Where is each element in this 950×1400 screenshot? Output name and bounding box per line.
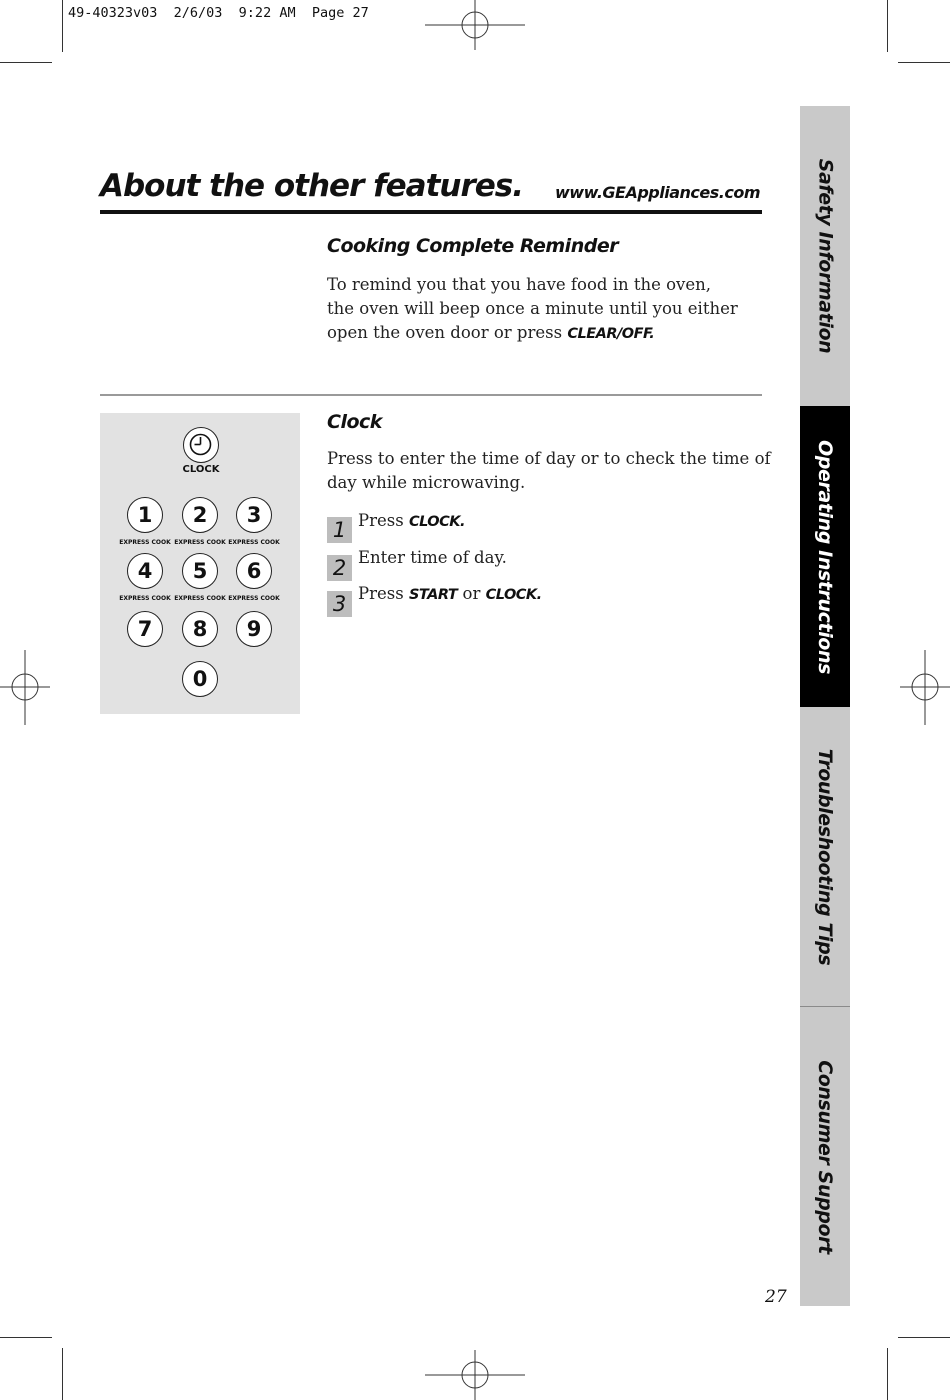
step-number: 2 bbox=[327, 555, 352, 581]
clock-label: CLOCK bbox=[182, 464, 220, 475]
key-8[interactable]: 8 bbox=[182, 611, 218, 647]
express-cook-label: EXPRESS COOK bbox=[119, 539, 171, 546]
crop-mark bbox=[0, 62, 52, 63]
clock-section bbox=[327, 411, 771, 495]
key-7[interactable]: 7 bbox=[127, 611, 163, 647]
clear-off-key-ref: CLEAR/OFF. bbox=[567, 326, 655, 342]
step-2-text: Enter time of day. bbox=[358, 548, 507, 567]
reminder-text bbox=[327, 273, 738, 346]
key-0[interactable]: 0 bbox=[182, 661, 218, 697]
crop-mark bbox=[62, 1348, 63, 1400]
keypad-illustration bbox=[100, 413, 300, 714]
key-3[interactable]: 3 bbox=[236, 497, 272, 533]
clock-key-ref: CLOCK. bbox=[485, 587, 542, 603]
registration-mark-top bbox=[425, 0, 525, 50]
header-rule bbox=[100, 210, 762, 214]
tab-safety-information[interactable] bbox=[800, 106, 850, 406]
clock-description-line: day while microwaving. bbox=[327, 473, 526, 492]
express-cook-label: EXPRESS COOK bbox=[174, 595, 226, 602]
crop-mark bbox=[898, 62, 950, 63]
tab-label: Consumer Support bbox=[814, 1059, 837, 1254]
clock-icon bbox=[184, 428, 217, 461]
express-cook-label: EXPRESS COOK bbox=[119, 595, 171, 602]
tab-troubleshooting-tips[interactable] bbox=[800, 707, 850, 1006]
key-4[interactable]: 4 bbox=[127, 553, 163, 589]
tab-operating-instructions[interactable] bbox=[800, 406, 850, 707]
page-title: About the other features. bbox=[100, 168, 524, 204]
tab-label: Safety Information bbox=[814, 158, 836, 354]
start-key-ref: START bbox=[408, 587, 458, 603]
clock-heading: Clock bbox=[327, 411, 382, 433]
crop-mark bbox=[887, 1348, 888, 1400]
key-1[interactable]: 1 bbox=[127, 497, 163, 533]
step-3-text bbox=[358, 582, 542, 607]
step-text-part: Press bbox=[358, 511, 409, 530]
key-6[interactable]: 6 bbox=[236, 553, 272, 589]
registration-mark-bottom bbox=[425, 1350, 525, 1400]
crop-mark bbox=[0, 1337, 52, 1338]
reminder-section bbox=[327, 235, 738, 346]
crop-mark bbox=[887, 0, 888, 52]
reminder-line: the oven will beep once a minute until you either bbox=[327, 299, 738, 318]
express-cook-label: EXPRESS COOK bbox=[228, 595, 280, 602]
step-number: 1 bbox=[327, 517, 352, 543]
registration-mark-right bbox=[900, 650, 950, 730]
express-cook-label: EXPRESS COOK bbox=[174, 539, 226, 546]
step-text-part: Press bbox=[358, 584, 409, 603]
reminder-line-text: open the oven door or press bbox=[327, 323, 568, 342]
clock-description-line: Press to enter the time of day or to check the time of bbox=[327, 449, 771, 468]
crop-mark bbox=[62, 0, 63, 52]
page-number: 27 bbox=[765, 1287, 787, 1307]
key-9[interactable]: 9 bbox=[236, 611, 272, 647]
reminder-line bbox=[327, 321, 738, 346]
clock-key-ref: CLOCK. bbox=[408, 514, 466, 530]
tab-label: Troubleshooting Tips bbox=[814, 748, 837, 965]
key-2[interactable]: 2 bbox=[182, 497, 218, 533]
registration-mark-left bbox=[0, 650, 50, 730]
crop-mark bbox=[898, 1337, 950, 1338]
website-url: www.GEAppliances.com bbox=[555, 183, 760, 202]
print-slug: 49-40323v03 2/6/03 9:22 AM Page 27 bbox=[68, 5, 369, 21]
key-5[interactable]: 5 bbox=[182, 553, 218, 589]
step-number: 3 bbox=[327, 591, 352, 617]
reminder-line: To remind you that you have food in the oven, bbox=[327, 275, 712, 294]
express-cook-label: EXPRESS COOK bbox=[228, 539, 280, 546]
reminder-heading: Cooking Complete Reminder bbox=[327, 235, 619, 257]
tab-label: Operating Instructions bbox=[814, 439, 836, 674]
tab-consumer-support[interactable] bbox=[800, 1007, 850, 1306]
clock-description bbox=[327, 447, 771, 495]
step-text-part: or bbox=[457, 584, 486, 603]
step-1-text bbox=[358, 509, 465, 534]
section-divider bbox=[100, 394, 762, 396]
clock-button[interactable] bbox=[183, 427, 219, 463]
